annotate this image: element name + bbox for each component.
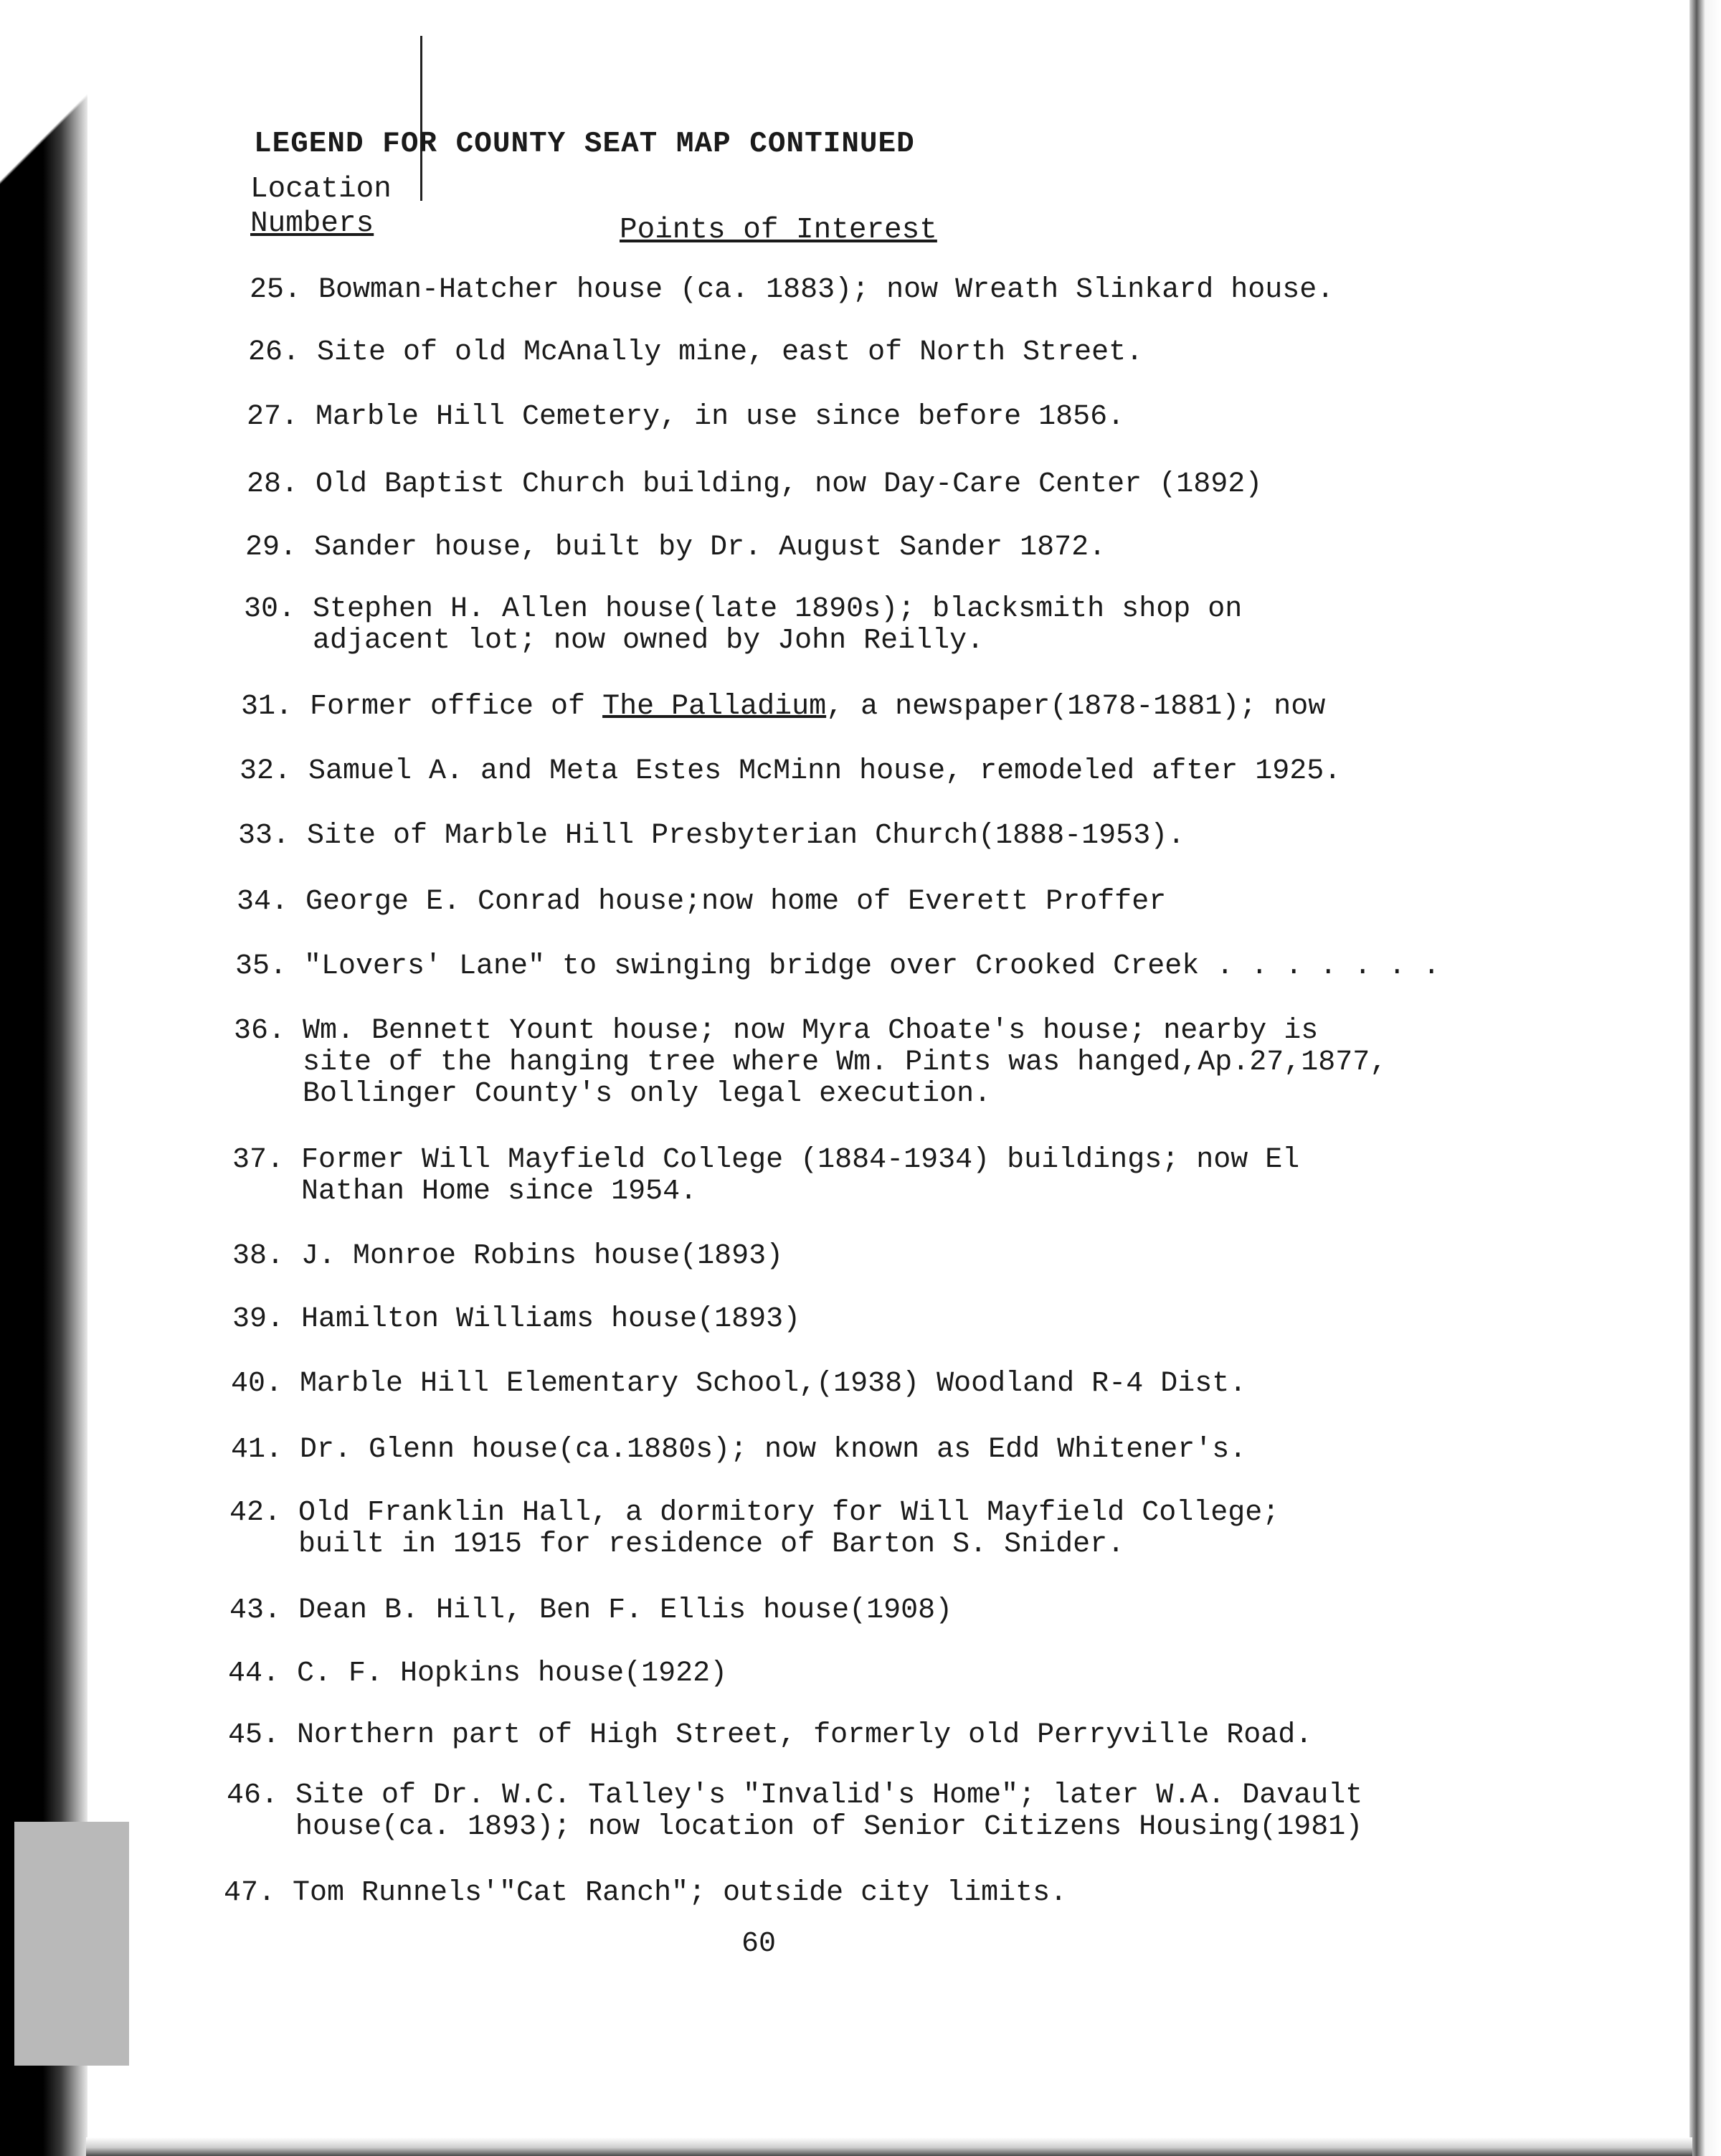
entry-number: 40. [231,1368,283,1400]
page-number: 60 [741,1928,777,1960]
entry-text: Old Baptist Church building, now Day-Care Center (1892) [316,468,1263,501]
legend-entry-29 [245,532,1536,564]
entry-number: 46. [227,1779,279,1812]
entry-text: Old Franklin Hall, a dormitory for Will Mayfield College; [298,1497,1280,1529]
location-label-line1: Location [250,173,392,206]
entry-text: Dr. Glenn house(ca.1880s); now known as Edd Whitener's. [300,1434,1247,1466]
entry-number: 33. [238,820,290,852]
entry-number: 34. [237,886,289,918]
legend-entry-36 [234,1016,1525,1110]
entry-number: 35. [235,950,288,983]
legend-entry-41 [231,1434,1522,1466]
entry-number: 28. [247,468,299,501]
entry-text-line2: site of the hanging tree where Wm. Pints was hanged,Ap.27,1877, [303,1046,1388,1079]
legend-entry-25 [250,275,1540,306]
legend-entry-31 [241,691,1532,723]
legend-entry-34 [237,886,1527,918]
legend-entry-44 [228,1658,1519,1690]
entry-text-line2: Nathan Home since 1954. [301,1176,698,1208]
entry-text: "Lovers' Lane" to swinging bridge over Crooked Creek . . . . . . . [304,950,1441,983]
legend-entry-32 [240,756,1530,788]
entry-text: Stephen H. Allen house(late 1890s); blacksmith shop on [313,593,1243,625]
location-numbers-label [250,172,392,241]
entry-text-line2: adjacent lot; now owned by John Reilly. [313,625,985,657]
entry-number: 42. [229,1497,282,1529]
legend-entry-42 [229,1498,1520,1561]
entry-number: 29. [245,531,298,564]
points-of-interest-label: Points of Interest [620,214,937,247]
entry-text-line2: built in 1915 for residence of Barton S. Snider. [298,1528,1125,1561]
legend-entry-40 [231,1368,1522,1400]
entry-number: 39. [232,1303,285,1335]
legend-entry-45 [228,1720,1519,1751]
newspaper-title: The Palladium [602,691,827,723]
legend-entry-38 [232,1241,1523,1272]
entry-text: Tom Runnels'"Cat Ranch"; outside city limits. [293,1877,1068,1909]
entry-text: Site of old McAnally mine, east of North Street. [317,336,1144,369]
entry-text-tail: , a newspaper(1878-1881); now [826,691,1326,723]
entry-text: Former office of [310,691,603,723]
entry-number: 26. [248,336,300,369]
legend-entry-39 [232,1304,1523,1335]
entry-text: Site of Dr. W.C. Talley's "Invalid's Home"; later W.A. Davault [295,1779,1363,1812]
entry-number: 41. [231,1434,283,1466]
entry-number: 47. [224,1877,276,1909]
entry-text: Bowman-Hatcher house (ca. 1883); now Wreath Slinkard house. [318,274,1334,306]
page-heading: LEGEND FOR COUNTY SEAT MAP CONTINUED [254,128,915,161]
entry-text: Former Will Mayfield College (1884-1934) buildings; now El [301,1144,1300,1176]
entry-number: 44. [228,1658,280,1690]
legend-entry-28 [247,469,1537,501]
entry-text: C. F. Hopkins house(1922) [297,1658,728,1690]
entry-number: 37. [232,1144,285,1176]
location-label-line2: Numbers [250,207,374,240]
legend-entry-30 [244,594,1535,657]
legend-entry-35 [235,951,1526,983]
legend-entry-27 [247,402,1537,433]
entry-number: 27. [247,401,299,433]
entry-text: Northern part of High Street, formerly old Perryville Road. [297,1719,1313,1751]
legend-entry-43 [229,1595,1520,1627]
legend-entry-37 [232,1145,1523,1208]
entry-text-line2: house(ca. 1893); now location of Senior Citizens Housing(1981) [295,1811,1363,1843]
entry-number: 31. [241,691,293,723]
entry-number: 45. [228,1719,280,1751]
entry-text: J. Monroe Robins house(1893) [301,1240,784,1272]
legend-entry-33 [238,821,1529,852]
entry-text: Dean B. Hill, Ben F. Ellis house(1908) [298,1594,953,1627]
entry-text: Marble Hill Elementary School,(1938) Woodland R-4 Dist. [300,1368,1247,1400]
entry-number: 36. [234,1015,286,1047]
entry-number: 30. [244,593,296,625]
legend-entry-26 [248,337,1539,369]
entry-number: 38. [232,1240,285,1272]
legend-entry-46 [227,1780,1517,1843]
entry-number: 32. [240,755,292,788]
entry-text: Sander house, built by Dr. August Sander 1872. [314,531,1106,564]
entry-text: Wm. Bennett Yount house; now Myra Choate's house; nearby is [303,1015,1319,1047]
entry-text: Site of Marble Hill Presbyterian Church(1888-1953). [307,820,1185,852]
entry-text: George E. Conrad house;now home of Everett Proffer [305,886,1167,918]
entry-number: 43. [229,1594,282,1627]
entry-text: Samuel A. and Meta Estes McMinn house, remodeled after 1925. [308,755,1342,788]
legend-entry-47 [224,1878,1514,1909]
entry-number: 25. [250,274,302,306]
entry-text: Hamilton Williams house(1893) [301,1303,801,1335]
entry-text-line3: Bollinger County's only legal execution. [303,1078,992,1110]
entry-text: Marble Hill Cemetery, in use since before 1856. [316,401,1125,433]
